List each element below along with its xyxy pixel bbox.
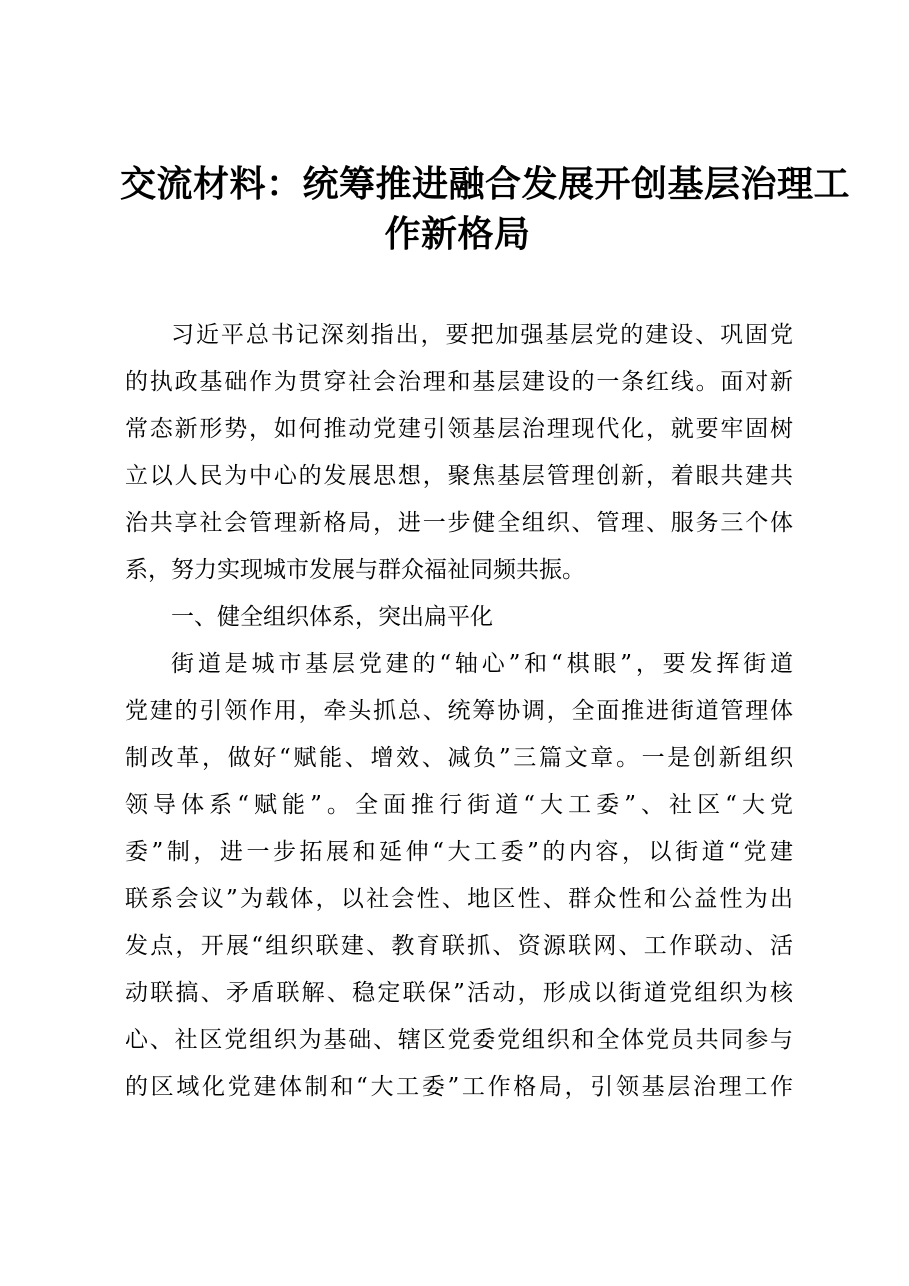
text-line: 的执政基础作为贯穿社会治理和基层建设的一条红线。面对新: [125, 369, 793, 395]
document-body: [125, 312, 793, 1111]
text-line: 领导体系“赋能”。全面推行街道“大工委”、社区“大党: [125, 792, 793, 818]
text-line: 系，努力实现城市发展与群众福祉同频共振。: [125, 557, 585, 583]
text-line: 发点，开展“组织联建、教育联抓、资源联网、工作联动、活: [125, 933, 793, 959]
text-line: 的区域化党建体制和“大工委”工作格局，引领基层治理工作: [125, 1074, 793, 1100]
paragraph-section-one: [125, 641, 793, 1111]
section-heading: [125, 594, 793, 641]
section-heading-text: 一、健全组织体系，突出扁平化: [171, 604, 493, 630]
text-line: 习近平总书记深刻指出，要把加强基层党的建设、巩固党: [171, 322, 793, 348]
text-line: 心、社区党组织为基础、辖区党委党组织和全体党员共同参与: [125, 1027, 793, 1053]
text-line: 动联搞、矛盾联解、稳定联保”活动，形成以街道党组织为核: [125, 980, 793, 1006]
paragraph-intro: [125, 312, 793, 594]
text-line: 党建的引领作用，牵头抓总、统筹协调，全面推进街道管理体: [125, 698, 793, 724]
text-line: 委”制，进一步拓展和延伸“大工委”的内容，以街道“党建: [125, 839, 793, 865]
text-line: 治共享社会管理新格局，进一步健全组织、管理、服务三个体: [125, 510, 793, 536]
text-line: 立以人民为中心的发展思想，聚焦基层管理创新，着眼共建共: [125, 463, 793, 489]
text-line: 制改革，做好“赋能、增效、减负”三篇文章。一是创新组织: [125, 745, 793, 771]
text-line: 街道是城市基层党建的“轴心”和“棋眼”，要发挥街道: [171, 651, 793, 677]
text-line: 常态新形势，如何推动党建引领基层治理现代化，就要牢固树: [125, 416, 793, 442]
title-line: 交流材料：统筹推进融合发展开创基层治理工: [120, 164, 851, 205]
text-line: 联系会议”为载体，以社会性、地区性、群众性和公益性为出: [125, 886, 793, 912]
title-line: 作新格局: [384, 214, 531, 255]
document-title: [120, 160, 851, 260]
